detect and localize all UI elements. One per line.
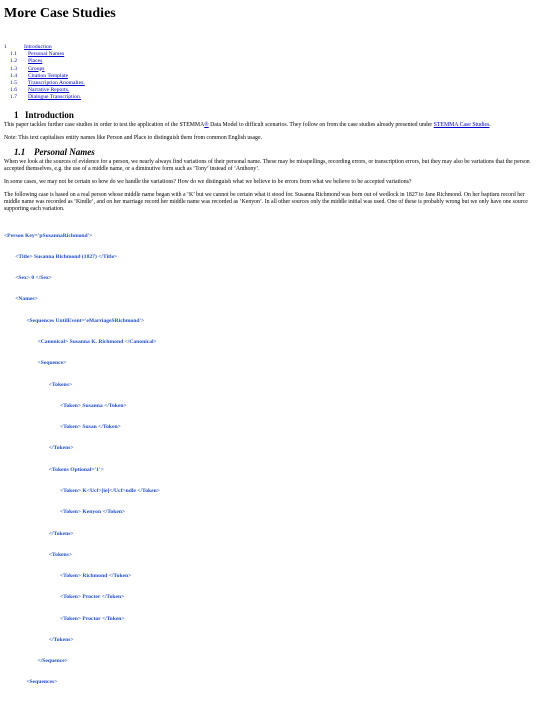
toc-link-personal-names[interactable]: 1.1 Personal Names — [10, 51, 65, 58]
toc-item — [4, 66, 536, 73]
note-paragraph: Note: This text capitalises entity names like Person and Place to distinguish them from common English usage. — [4, 134, 262, 141]
code-line: <Title> Susanna Richmond (1827) </Title> — [4, 253, 118, 260]
intro-paragraph: This paper tackles further case studies in order to test the application of the STEMMA® Data Model to difficult scenarios. They follow on from the case studies already presented under STEMMA Case Studies. — [4, 121, 491, 128]
code-line: <Sex> 0 </Sex> — [4, 275, 52, 282]
code-line: <Tokens> — [4, 381, 73, 388]
code-line: <Person Key='pSusannaRichmond'> — [4, 232, 93, 239]
code-line: <Token> Susan </Token> — [4, 424, 121, 431]
code-line: <Tokens> — [4, 551, 73, 558]
toc-link-transcription-anomalies[interactable]: 1.5 Transcription Anomalies. — [10, 80, 85, 87]
code-line: <Names> — [4, 296, 38, 303]
code-line: <Token> Procter </Token> — [4, 594, 125, 601]
page-title: More Case Studies — [4, 6, 116, 21]
toc-item — [4, 87, 536, 94]
toc-item — [4, 73, 536, 80]
document-page — [4, 0, 536, 701]
toc-item — [4, 51, 536, 58]
toc-link-narrative-reports[interactable]: 1.6 Narrative Reports. — [10, 87, 70, 94]
toc-link-citation-template[interactable]: 1.4 Citation Template — [10, 72, 69, 79]
code-line: <Token> Richmond </Token> — [4, 573, 132, 580]
code-line: <Token> K<Ucf>[ie]</Ucf>ndle </Token> — [4, 487, 160, 494]
code-line: </Tokens> — [4, 636, 74, 643]
code-line: <Sequences UntilEvent='eMarriageSRichmond'> — [4, 317, 145, 324]
code-line: <Token> Susanna </Token> — [4, 402, 127, 409]
toc-item — [4, 80, 536, 87]
toc-link-dialogue-transcription[interactable]: 1.7 Dialogue Transcription. — [10, 94, 82, 101]
toc-link-places[interactable]: 1.2 Places — [10, 58, 43, 65]
toc-item — [4, 58, 536, 65]
toc-link-introduction[interactable]: 1 Introduction — [4, 44, 52, 50]
body-paragraph: In some cases, we may not be certain so how do we handle the variations? How do we distinguish what we believe to be errors from what we believe to be accepted variations? — [4, 179, 412, 185]
stemma-case-studies-link[interactable]: STEMMA Case Studies — [433, 121, 490, 128]
table-of-contents — [4, 44, 536, 102]
toc-item — [4, 94, 536, 101]
code-line: <Canonical> Susanna K. Richmond </Canonical> — [4, 338, 157, 345]
toc-item — [4, 44, 536, 51]
body-paragraph: When we look at the sources of evidence for a person, we nearly always find variations of their personal name. These may be misspellings, recording errors, or transcription errors, but they may also be variations that the person accepted themselves, e.g. the use of a middle name, or a diminutive form such as ‘Tony’ instead of ‘Anthony’. — [4, 158, 530, 172]
code-line: </Tokens> — [4, 530, 74, 537]
section-heading-personal-names: 1.1 Personal Names — [14, 146, 95, 157]
code-line: <Sequence> — [4, 360, 67, 367]
code-line: <Sequences> — [4, 679, 58, 686]
section-heading-introduction: 1 Introduction — [14, 109, 74, 120]
code-line: <Tokens Optional='1'> — [4, 466, 104, 473]
xml-code-block — [4, 218, 536, 700]
toc-link-groups[interactable]: 1.3 Groups — [10, 65, 45, 72]
code-line: </Sequence> — [4, 658, 68, 665]
code-line: </Tokens> — [4, 445, 74, 452]
code-line: <Token> Proctor </Token> — [4, 615, 125, 622]
stemma-registered-link[interactable]: ® — [204, 121, 209, 128]
body-paragraph: The following case is based on a real person whose middle name began with a ‘K’ but we cannot be certain what it stood for. Susanna Richmond was born out of wedlock in 1827 to Jane Richmond. On her baptism record her middle name was recorded as ‘Kindle’, and on her marriage record her middle name was recorded as ‘Kenyon’. In all other sources only the middle initial was used. One of these is probably wrong but we only have one source supporting each variation. — [4, 192, 528, 213]
code-line: <Token> Kenyon </Token> — [4, 509, 126, 516]
